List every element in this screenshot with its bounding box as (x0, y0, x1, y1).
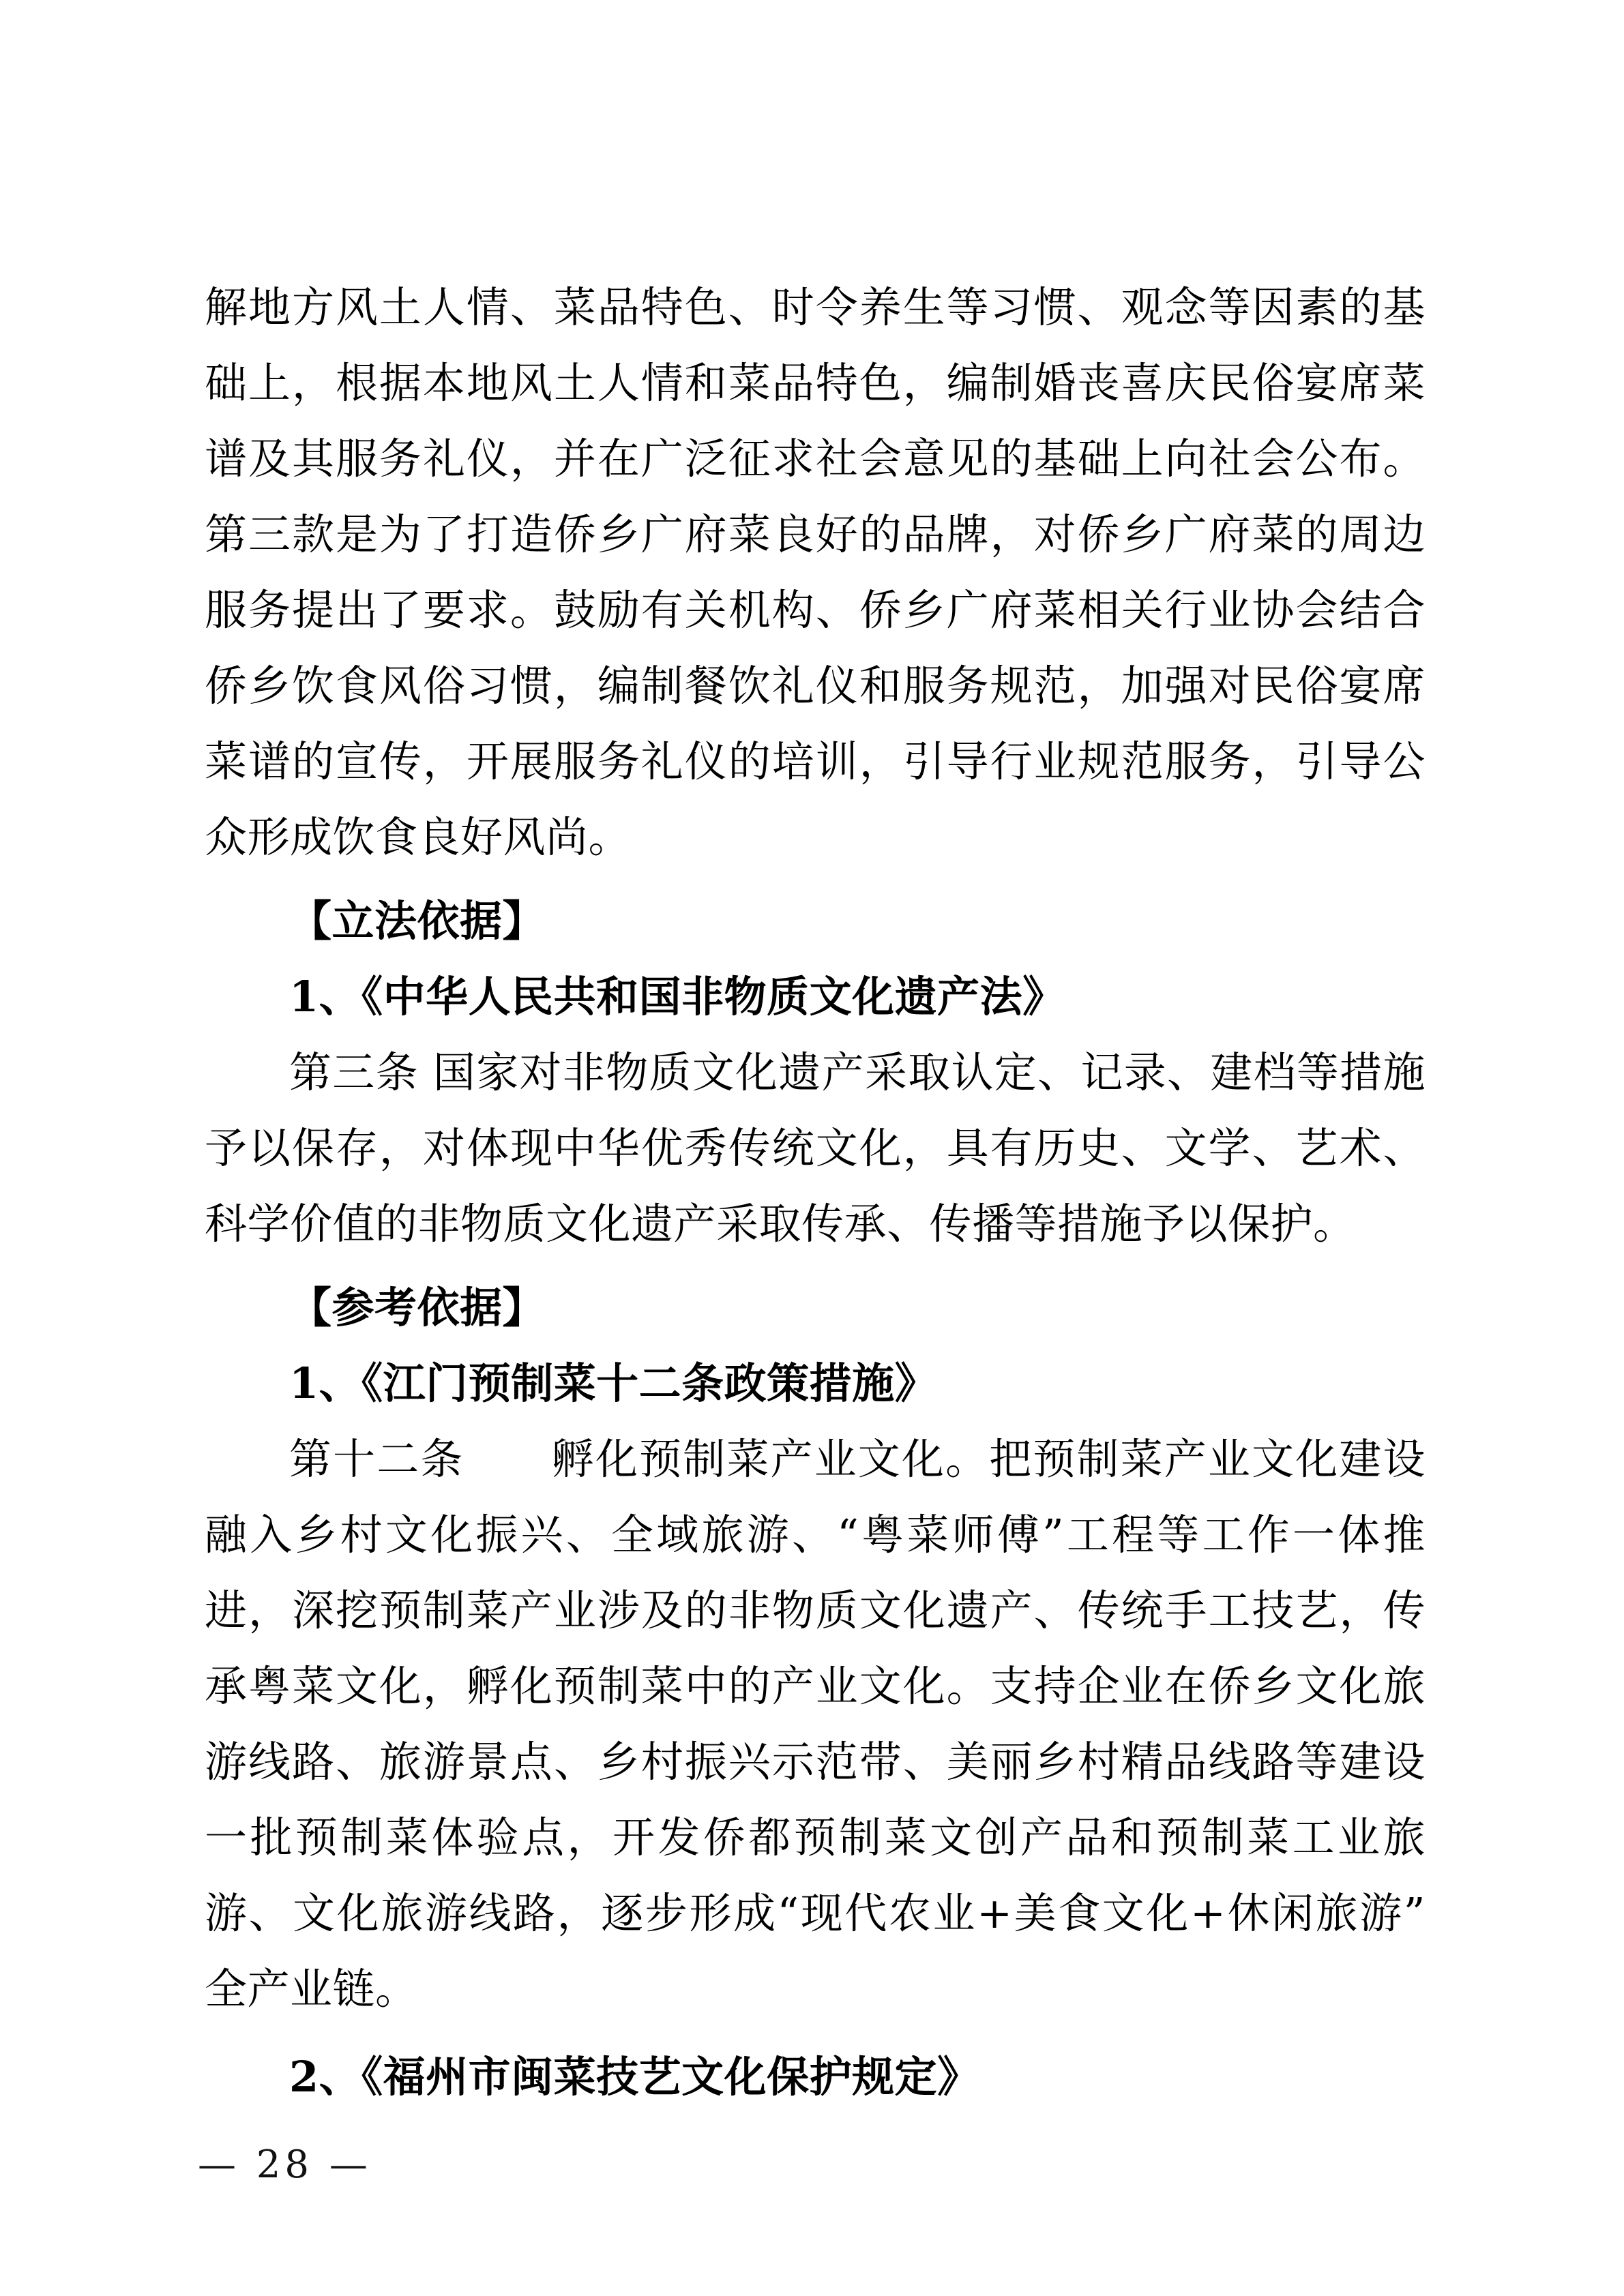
heading-legislative-basis: 【立法依据】 (289, 896, 546, 946)
body-paragraph-continued: 解地方风土人情、菜品特色、时令养生等习惯、观念等因素的基础上，根据本地风土人情和菜品特色，编制婚丧喜庆民俗宴席菜谱及其服务礼仪，并在广泛征求社会意见的基础上向社会公布。第三款是为了打造侨乡广府菜良好的品牌，对侨乡广府菜的周边服务提出了要求。鼓励有关机构、侨乡广府菜相关行业协会结合侨乡饮食风俗习惯，编制餐饮礼仪和服务规范，加强对民俗宴席菜谱的宣传，开展服务礼仪的培训，引导行业规范服务，引导公众形成饮食良好风尚。 (205, 282, 1426, 862)
spacer (205, 1264, 1426, 1270)
heading-reference-item-1: 1、《江门预制菜十二条政策措施》 (289, 1358, 938, 1408)
paragraph-article-12: 第十二条 孵化预制菜产业文化。把预制菜产业文化建设融入乡村文化振兴、全域旅游、“粤菜师傅”工程等工作一体推进，深挖预制菜产业涉及的非物质文化遗产、传统手工技艺，传承粤菜文化，孵化预制菜中的产业文化。支持企业在侨乡文化旅游线路、旅游景点、乡村振兴示范带、美丽乡村精品线路等建设一批预制菜体验点，开发侨都预制菜文创产品和预制菜工业旅游、文化旅游线路，逐步形成“现代农业+美食文化+休闲旅游”全产业链。 (205, 1434, 1426, 2014)
paragraph-article-3: 第三条 国家对非物质文化遗产采取认定、记录、建档等措施予以保存，对体现中华优秀传统文化，具有历史、文学、艺术、科学价值的非物质文化遗产采取传承、传播等措施予以保护。 (205, 1047, 1426, 1249)
spacer (205, 878, 1426, 883)
heading-reference-item-2: 2、《福州市闽菜技艺文化保护规定》 (289, 2052, 980, 2102)
heading-reference-basis: 【参考依据】 (289, 1283, 546, 1332)
page-footer (0, 2141, 1624, 2189)
heading-law-item-1: 1、《中华人民共和国非物质文化遗产法》 (289, 972, 1065, 1022)
page-content (205, 269, 1426, 2115)
spacer (205, 2029, 1426, 2039)
page-number: — 28 — (198, 2143, 372, 2187)
